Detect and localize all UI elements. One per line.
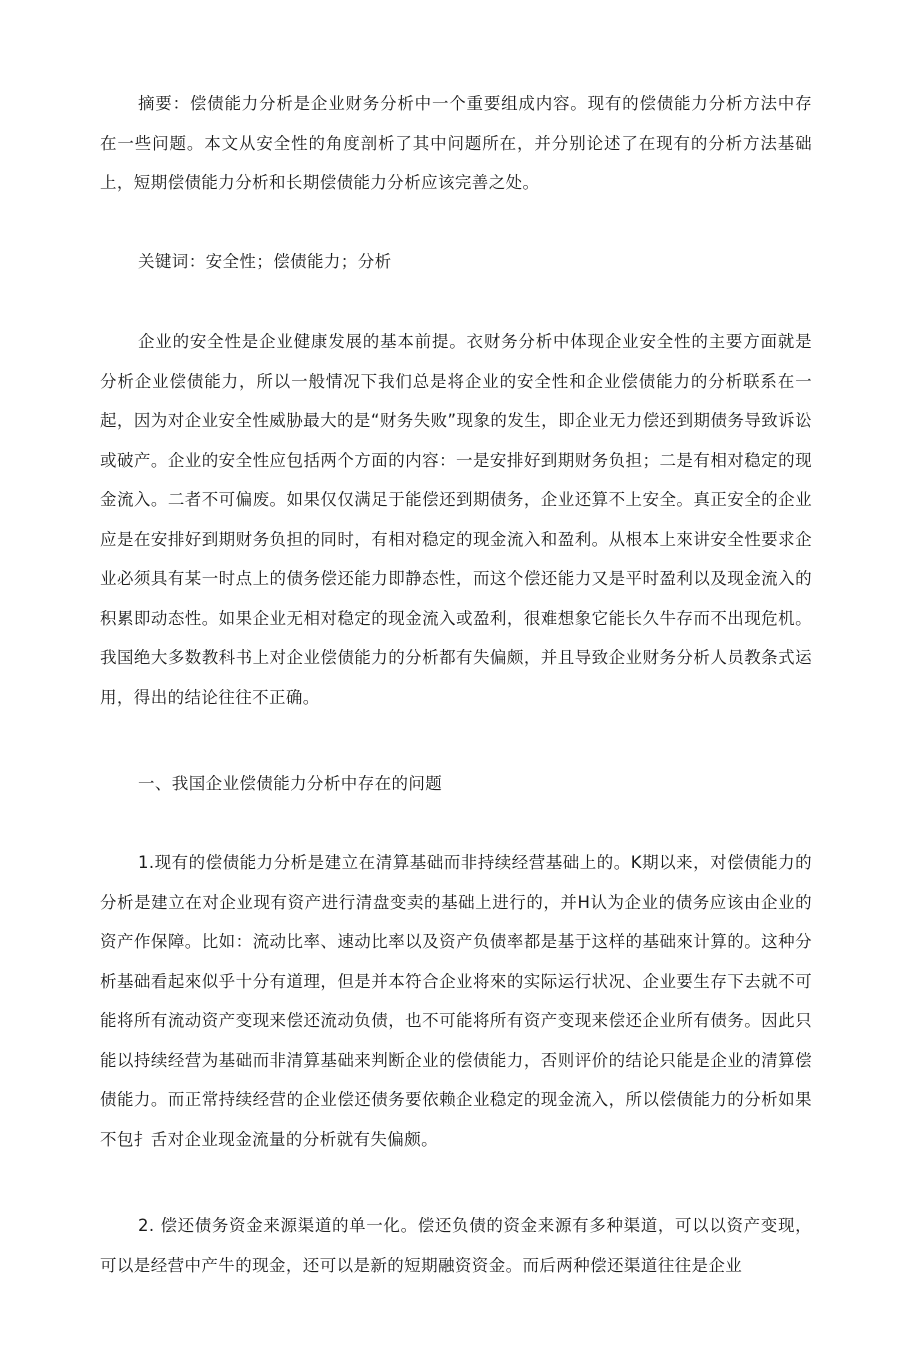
abstract-paragraph: 摘要：偿债能力分析是企业财务分析中一个重要组成内容。现有的偿债能力分析方法中存在一些问题。本文从安全性的角度剖析了其中问题所在，并分别论述了在现有的分析方法基础上，短期偿债能力分析和长期偿债能力分析应该完善之处。 — [100, 94, 812, 192]
section-heading: 一、我国企业偿债能力分析中存在的问题 — [138, 774, 443, 793]
keywords-paragraph: 关键词：安全性；偿债能力；分析 — [138, 252, 392, 271]
intro-paragraph: 企业的安全性是企业健康发展的基本前提。衣财务分析中体现企业安全性的主要方面就是分析企业偿债能力，所以一般情况下我们总是将企业的安全性和企业偿债能力的分析联系在一起，因为对企业安全性威胁最大的是“财务失败”现象的发生，即企业无力偿还到期债务导致诉讼或破产。企业的安全性应包括两个方面的内容：一是安排好到期财务负担；二是有相对稳定的现金流入。二者不可偏废。如果仅仅满足于能偿还到期债务，企业还算不上安全。真正安全的企业应是在安排好到期财务负担的同时，有相对稳定的现金流入和盈利。从根本上來讲安全性要求企业必须具有某一时点上的债务偿还能力即静态性，而这个偿还能力又是平时盈利以及现金流入的积累即动态性。如果企业无相对稳定的现金流入或盈利，很难想象它能长久牛存而不出现危机。我国绝大多数教科书上对企业偿债能力的分析都有失偏颇，并且导致企业财务分析人员教条式运用，得出的结论往往不正确。 — [100, 332, 812, 707]
item-2-paragraph: 2. 偿还债务资金来源渠道的单一化。偿还负债的资金来源有多种渠道，可以以资产变现，可以是经营中产牛的现金，还可以是新的短期融资资金。而后两种偿还渠道往往是企业 — [100, 1216, 812, 1275]
item-1-paragraph: 1.现有的偿债能力分析是建立在清算基础而非持续经营基础上的。K期以来，对偿债能力的分析是建立在对企业现有资产进行清盘变卖的基础上进行的，并H认为企业的债务应该由企业的资产作保障。比如：流动比率、速动比率以及资产负债率都是基于这样的基础來计算的。这种分析基础看起來似乎十分有道理，但是并本符合企业将來的实际运行状况、企业要生存下去就不可能将所有流动资产变现来偿还流动负债，也不可能将所有资产变现来偿还企业所有债务。因此只能以持续经营为基础而非清算基础来判断企业的偿债能力，否则评价的结论只能是企业的清算偿债能力。而正常持续经营的企业偿还债务要依赖企业稳定的现金流入，所以偿债能力的分析如果不包扌舌对企业现金流量的分析就有失偏颇。 — [100, 853, 812, 1149]
